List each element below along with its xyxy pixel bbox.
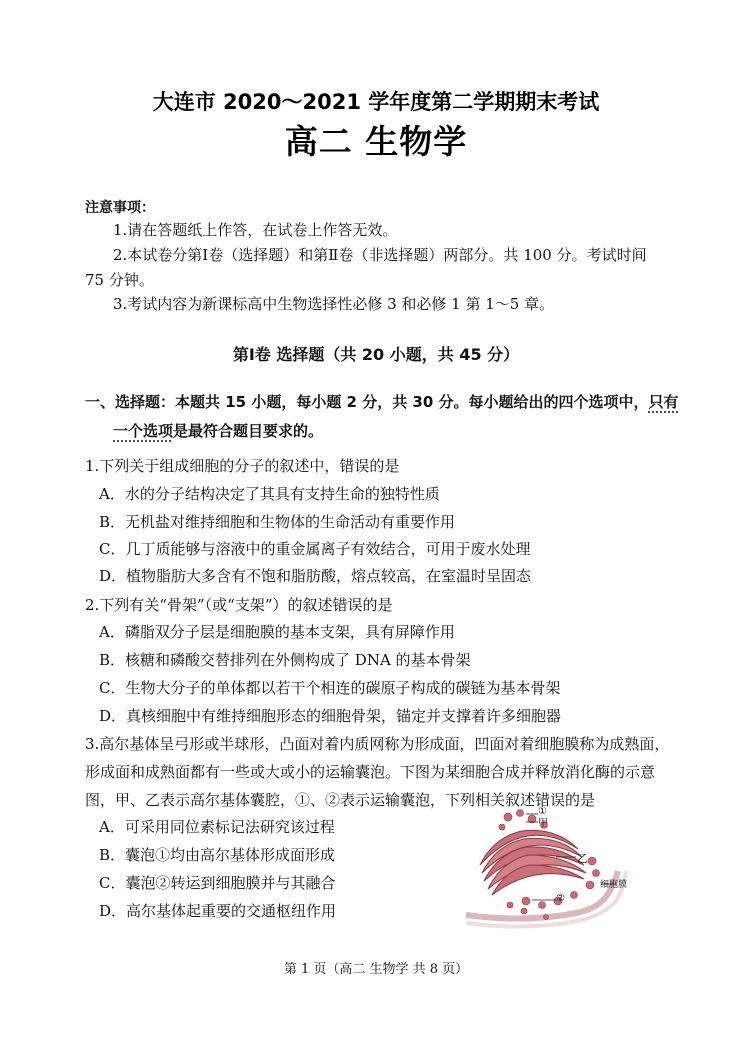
question-3-option-d: D．高尔基体起重要的交通枢纽作用	[99, 902, 337, 920]
notice-item-2-line2: 75 分钟。	[85, 271, 154, 289]
instr-emphasis-1: 只有	[648, 393, 679, 411]
question-2-option-c: C．生物大分子的单体都以若干个相连的碳原子构成的碳链为基本骨架	[99, 679, 561, 697]
notice-item-3: 3.考试内容为新课标高中生物选择性必修 3 和必修 1 第 1～5 章。	[113, 295, 555, 313]
question-3-stem-line2: 形成面和成熟面都有一些或大或小的运输囊泡。下图为某细胞合成并释放消化酶的示意	[85, 763, 656, 781]
page-footer: 第 1 页（高二 生物学 共 8 页）	[283, 962, 469, 977]
notice-heading: 注意事项：	[85, 200, 155, 216]
question-1-option-b: B．无机盐对维持细胞和生物体的生命活动有重要作用	[99, 513, 456, 531]
part1-instructions-line1	[85, 391, 679, 412]
question-1-option-a: A．水的分子结构决定了其具有支持生命的独特性质	[99, 485, 440, 503]
instr-text-b: 是最符合题目要求的。	[173, 422, 324, 440]
golgi-diagram-svg	[466, 805, 656, 930]
question-1-stem: 1.下列关于组成细胞的分子的叙述中，错误的是	[85, 457, 400, 475]
question-3-stem-line3: 图，甲、乙表示高尔基体囊腔，①、②表示运输囊泡，下列相关叙述错误的是	[85, 791, 596, 809]
figure-label-membrane: 细胞膜	[600, 880, 628, 890]
exam-title: 大连市 2020～2021 学年度第二学期期末考试	[152, 90, 600, 114]
notice-item-2-line1: 2.本试卷分第Ⅰ卷（选择题）和第Ⅱ卷（非选择题）两部分。共 100 分。考试时间	[113, 246, 647, 264]
question-2-stem: 2.下列有关“骨架”（或“支架”）的叙述错误的是	[85, 596, 393, 614]
notice-item-1: 1.请在答题纸上作答，在试卷上作答无效。	[113, 221, 398, 239]
figure-label-jia: 甲	[538, 818, 548, 829]
question-2-option-d: D．真核细胞中有维持细胞形态的细胞骨架，锚定并支撑着许多细胞器	[99, 707, 562, 725]
part1-instructions-line2	[113, 420, 323, 441]
question-1-option-c: C．几丁质能够与溶液中的重金属离子有效结合，可用于废水处理	[99, 540, 531, 558]
instr-text-a: 一、选择题：本题共 15 小题，每小题 2 分，共 30 分。每小题给出的四个选项中，	[85, 393, 649, 411]
question-3-stem-line1: 3.高尔基体呈弓形或半球形，凸面对着内质网称为形成面，凹面对着细胞膜称为成熟面，	[85, 735, 670, 753]
question-2-option-a: A．磷脂双分子层是细胞膜的基本支架，具有屏障作用	[99, 623, 455, 641]
question-1-option-d: D．植物脂肪大多含有不饱和脂肪酸，熔点较高，在室温时呈固态	[99, 567, 532, 585]
golgi-diagram	[466, 805, 656, 930]
subject-title: 高二 生物学	[284, 122, 468, 161]
question-3-option-a: A．可采用同位素标记法研究该过程	[99, 818, 335, 836]
golgi-cisternae	[480, 830, 586, 895]
question-2-option-b: B．核糖和磷酸交替排列在外侧构成了 DNA 的基本骨架	[99, 651, 471, 669]
figure-label-yi: 乙	[577, 852, 588, 865]
question-3-option-c: C．囊泡②转运到细胞膜并与其融合	[99, 874, 336, 892]
figure-label-vesicle-2: ②	[556, 893, 565, 904]
question-3-option-b: B．囊泡①均由高尔基体形成面形成	[99, 846, 336, 864]
part1-heading: 第Ⅰ卷 选择题（共 20 小题，共 45 分）	[232, 345, 520, 364]
cell-membrane-shape	[466, 871, 618, 919]
instr-emphasis-2: 一个选项	[113, 422, 174, 440]
figure-label-vesicle-1: ①	[538, 806, 547, 817]
